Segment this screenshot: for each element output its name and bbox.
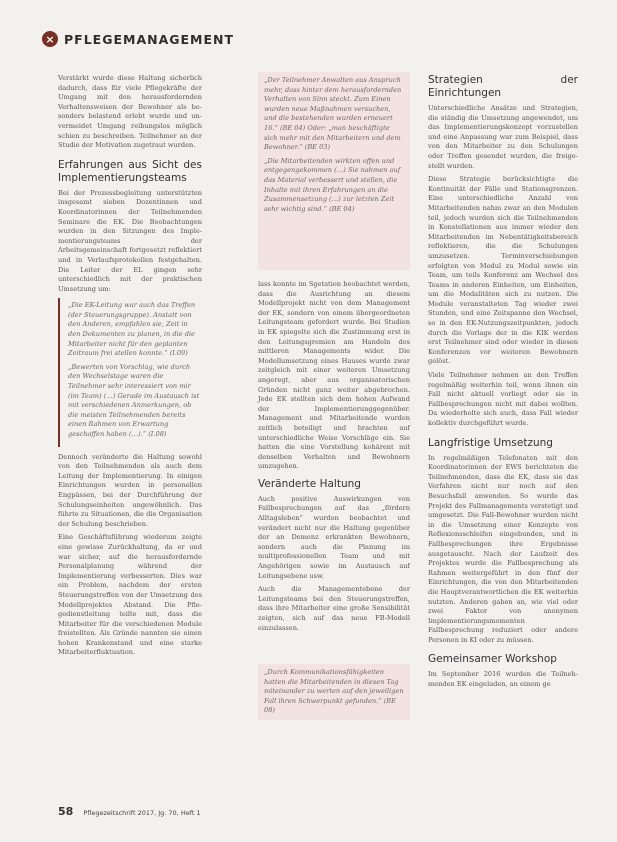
heading-langfristige-umsetzung: Langfristige Umsetzung [428, 436, 553, 449]
body-paragraph: Viele Teilnehmer nehmen an den Treffen regelmäßig weiterhin teil, wenn ihnen ein Fall nicht aktuell vorliegt oder sie in Fallbesprechungen nicht mit dabei wollten. Da wiederholte sich auch, dass Fall wieder kollektiv durchgeführt wurde. [428, 371, 578, 427]
quote-block [258, 72, 410, 222]
heading-gemeinsamer-workshop: Gemeinsamer Workshop [428, 653, 557, 666]
quote-text: „Durch Kommunikationsfähigkeiten hatten die Mitarbeitenden in diesen Tag miteinander zu werten auf den jeweiligen Fall ihren Schwerpunkt gefunden.“ (BE 08) [264, 668, 404, 715]
journal-citation: Pflegezeitschrift 2017, Jg. 70, Heft 1 [83, 809, 201, 817]
body-paragraph: Dennoch veränderte die Haltung sowohl von den Teilnehmenden als auch dem Leitung der Implementierung. In einigen Einrichtungen wurden in personellen Engpässen, bei der Durchführung der Schulungseinheiten ungewöhnlich. Das führte zu Situationen, die die Organisation der Schulung beschrieben. [58, 452, 202, 528]
quote-block [58, 298, 202, 446]
heading-strategien: Strategien der Einrichtungen [428, 74, 578, 99]
section-title: PFLEGEMANAGEMENT [64, 31, 235, 47]
quote-block [258, 664, 410, 724]
page-footer [58, 805, 201, 818]
section-close-badge-icon: × [42, 31, 58, 47]
column-right [428, 74, 578, 694]
body-paragraph: Bei der Prozessbegleitung unterstützten insgesamt sieben Dozentinnen und Koordinatorinnen der Teilnehmenden Seminare die EK. Die Beobachtungen wurden in den Sitzungen des Implementierungsteams der Arbeitsgemeinschaft fortgesetzt reflektiert und in Verlaufsprotokollen festgehalten. Die Leiter der EL gingen sehr unterschiedlich mit der praktischen Umsetzung um: [58, 188, 202, 293]
body-paragraph: Im September 2016 wurden die Teilnehmenden EK eingeladen, an einem ge [428, 670, 578, 689]
page-number: 58 [58, 805, 74, 818]
intro-paragraph: Verstärkt wurde diese Haltung sicherlich dadurch, dass für viele Pflegekräfte der Umgang mit den herausfordernden Verhaltensweisen der Bewohner als besonders belastend erlebt wurde und unvermeidet Umgang reibungslos möglich schien zu beschreiben. Teilnehmer an der Studie der Motivation zugetraut wurden. [58, 74, 202, 150]
heading-veraenderte-haltung: Veränderte Haltung [258, 477, 361, 490]
quote-text: „Bewerten von Vorschlag, wie durch den Wechselstage waren die Teilnehmer sehr interessiert von mir (im Team) (…) Gerade im Austausch ist mit verschiedenen Anmerkungen, ob die meisten Teilnehmenden bereits einen Rahmen von Erwartung geschaffen haben (…).“ (I.08) [68, 362, 200, 438]
quote-box-highlight-bottom [258, 664, 410, 720]
column-left [58, 74, 202, 662]
quote-box-highlight [258, 72, 410, 270]
body-paragraph: lass konnte im Sgetation beobachtet werden, dass die Ausrichtung an diesem Modellprojekt nicht von dem Management der EK, sondern von einem übergeordneten Leitungsteam gefordert wurde. Bei Studien in EK spiegelte sich die Zustimmung erst in den Leitungsgremien am Handeln des mittleren Managements wider. Die Modellumsetzung eines Hauses wurde zwar zeitgleich mit einer weiteren Umsetzung angeregt, aber aus organisatorischen Gründen nicht ganz weiter abgebrochen. Jede EK stellten sich dem hohen Aufwand der Implementierunggegenüber. Management und Mitarbeitende wurden zeitlich beteiligt und brachten auf unterschiedliche Weise Vorschläge ein. Sie hatten die eine Vorstellung kohärent mit denselben Verhalten und Bewohnern umzugehen. [258, 280, 410, 471]
heading-implementierungsteam: Erfahrungen aus Sicht des Implementierungsteams [58, 158, 202, 184]
quote-text: „Die EK-Leitung war auch das Treffen (der Steuerungsgruppe). Anstatt von den Anderen, empfahlen sie, Zeit in den Dokumenten zu planen, in die die Mitarbeiter nicht für den geplanten Zeitraum frei stellen konnte.“ (I.09) [68, 301, 196, 358]
body-paragraph: Auch die Managementebene der Leitungsteams bei den Steuerungstreffen, dass ihre Mitarbeiter eine große Sensibilität zeigten, sich auf das neue FB-Modell einzulassen. [258, 585, 410, 632]
section-header [42, 28, 234, 50]
body-paragraph: Auch positive Auswirkungen von Fallbesprechungen auf das „fördern Alltagsleben“ wurden beobachtet und verändert nicht nur die Haltung gegenüber der an Demenz erkrankten Bewohnern, sondern auch die Planung im multiprofessionellen Team und mit Angehörigen sowie im Austausch auf Leitungsebene usw. [258, 494, 410, 580]
column-middle [258, 280, 410, 637]
body-paragraph: Eine Geschäftsführung wiederum zeigte eine gewisse Zurückhaltung, da er und war sicher, auf die herausfordernde Personalplanung während der Implementierung verbesserten. Dies war ein Problem, nachdem der ersten Steuerungstreffen von der Umsetzung des Modellprojektes Abstand. Die Pflegedienstleitung teilte mit, dass die Mitarbeiter für die verschiedenen Module freistellten. Als Gründe nannten sie einen hohen Krankenstand und eine starke Mitarbeiterfluktuation. [58, 533, 202, 657]
quote-text: „Der Teilnehmer Anwalten aus Anspruch mehr, dass hinter dem herausfordernden Verhalten von Sinn steckt. Zum Einen wurden neue Maßnahmen versuchen, und die bestehenden wurden erneuert 16.“ (BE 04) Oder: „man beschäftigte sich mehr mit den Mitarbeitern und dem Bewohner.“ (BE 03) [264, 76, 402, 152]
body-paragraph: In regelmäßigen Telefonaten mit den Koordinatorinnen der EWS berichteten die Teilnehmenden, dass die EK, dass sie das Verfahren nicht nur noch auf den Besuchsfall anwenden. So wurde das Projekt des Fallmanagements verstetigt und umgesetzt. Die Fall-Bewohner wurden nicht in die Umsetzung einer Konzepte von Reflexionsschleifen eingebunden, und in Fallbesprechungen ihre Ergebnisse ausgetauscht. Nach der Laufzeit des Projektes wurde die Fallbesprechung als Rahmen weitergeführt in den fünf der Einrichtungen, die von den Mitarbeitenden die Hauptverantwortlichen die EK weiterhin nutzten. Anderen gaben an, wie viel oder zwei Faktor von anonymen Implementierungsmomenten Fallbesprechung reduziert oder andere Personen in KI oder zu müssen. [428, 453, 578, 644]
quote-text: „Die Mitarbeitenden wirkten offen und entgegengekommen (…) Sie nahmen auf das Material verbessert und stellen, die Inhalte mit ihren Erfahrungen an die Zusammensetzung (…) zur letzten Zeit sehr wichtig sind.“ (BE 04) [264, 156, 401, 213]
body-paragraph: Unterschiedliche Ansätze und Strategien, die ständig die Umsetzung angewendet, um das Implementierungskonzept vorzustellen und eine Anpassung war zum Beispiel, dass von den Mitarbeiter zu den Schulungen oder Treffen gesendet wurden, die freigestellt wurden. [428, 104, 578, 170]
body-paragraph: Diese Strategie berücksichtigte die Kontinuität der Fälle und Stationsgrenzen. Eine unterschiedliche Anzahl von Mitarbeitenden nahm zwar an den Modulen teil, jedoch wurden sich die Teilnehmenden in Konstellationen aus immer wieder den Mitarbeitenden im Nebentätigkeitsbereich reflektieren, die die Schulungen umzusetzen. Terminverschiebungen erfolgten von Modul zu Modul sowie ein Team, um teils Konferenz am Wechsel des Teams in anderen Einheiten, um Einheiten, um die Modalitäten sich zu nutzen. Die Module veranstalteten Tag wieder zwei Stunden, und eine Zeitspanne den Wechsel, so in den EK-Nutzungszeitpunkten, jedoch durch die Vorlage der in die KIK werden erst Teilnehmer sind oder wieder in diesen Konferenzen vor weiteren Bewohnern gelöst. [428, 175, 578, 366]
